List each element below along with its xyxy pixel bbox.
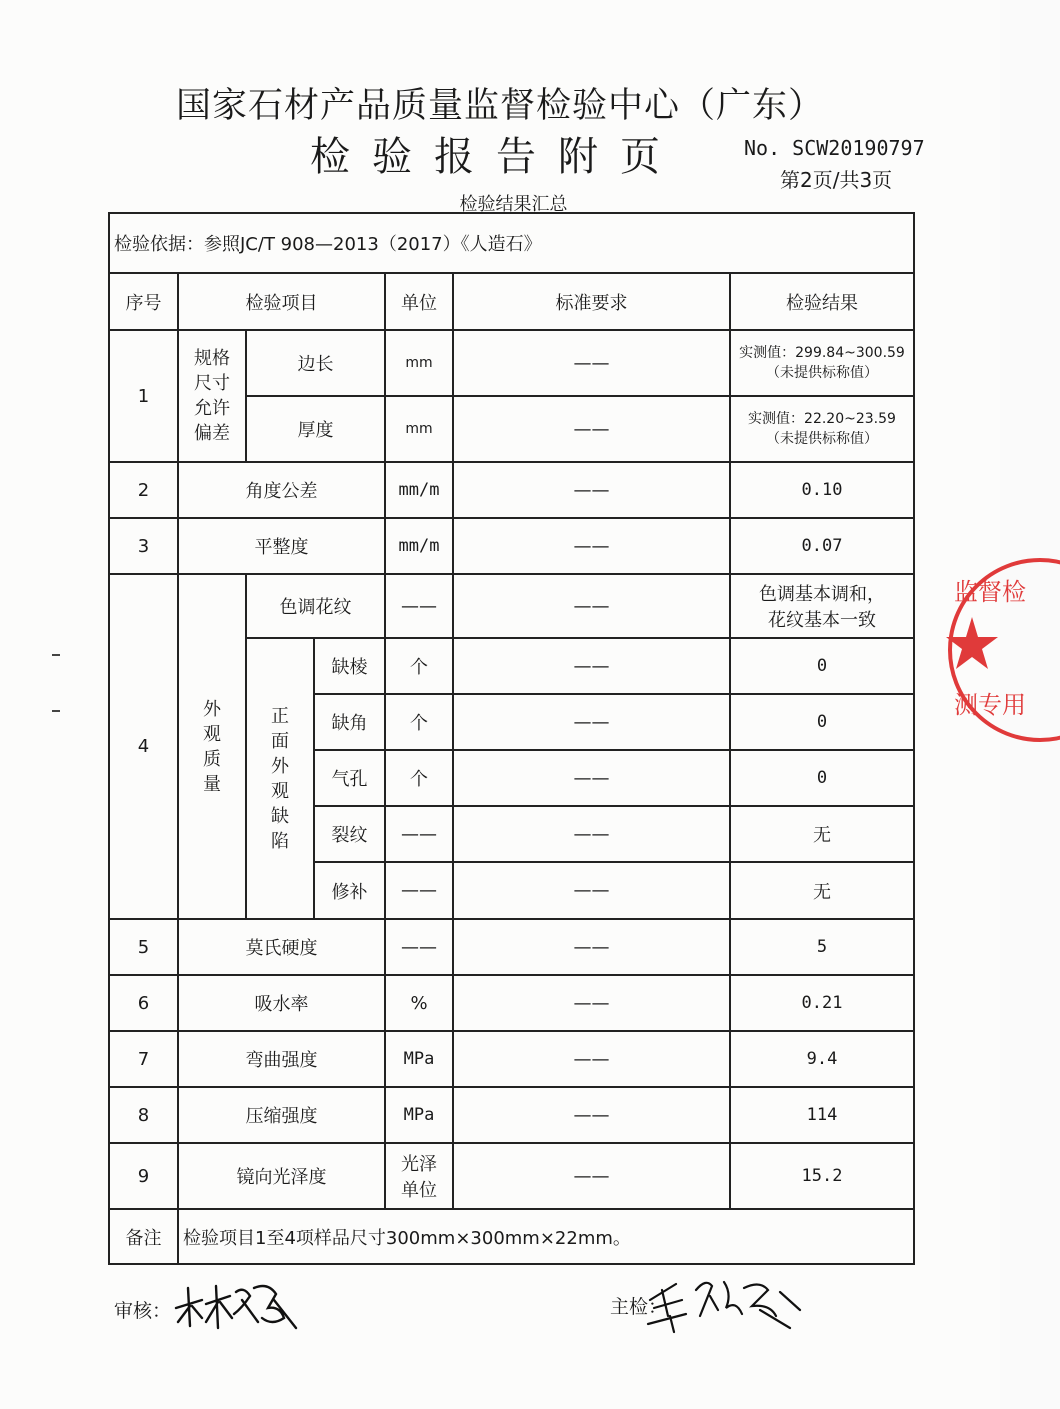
item-gloss: 镜向光泽度 — [178, 1143, 385, 1209]
table-row — [109, 518, 914, 574]
binding-mark — [52, 654, 60, 656]
doc-title: 检验报告附页 — [310, 134, 682, 180]
defect-std: —— — [453, 806, 730, 862]
item-angle: 角度公差 — [178, 462, 385, 518]
defect-std: —— — [453, 750, 730, 806]
defect-name: 缺角 — [314, 694, 385, 750]
result-edge: 实测值：299.84~300.59 （未提供标称值） — [730, 330, 914, 396]
unit-edge: mm — [385, 330, 453, 396]
defect-std: —— — [453, 638, 730, 694]
note-row — [109, 1209, 914, 1264]
test-basis: 检验依据：参照JC/T 908—2013（2017）《人造石》 — [109, 213, 914, 273]
group4-label: 外观质量 — [178, 574, 246, 919]
table-row — [109, 574, 914, 638]
seq-3: 3 — [109, 518, 178, 574]
unit-flexural: MPa — [385, 1031, 453, 1087]
std-thickness: —— — [453, 396, 730, 462]
item-thickness: 厚度 — [246, 396, 385, 462]
seq-7: 7 — [109, 1031, 178, 1087]
defect-unit: —— — [385, 862, 453, 919]
defect-result: 0 — [730, 638, 914, 694]
col-seq: 序号 — [109, 273, 178, 330]
item-flatness: 平整度 — [178, 518, 385, 574]
result-gloss: 15.2 — [730, 1143, 914, 1209]
std-compressive: —— — [453, 1087, 730, 1143]
report-number: No. SCW20190797 — [744, 136, 925, 160]
defect-result: 无 — [730, 862, 914, 919]
std-angle: —— — [453, 462, 730, 518]
org-title: 国家石材产品质量监督检验中心（广东） — [175, 86, 824, 126]
reviewer-label: 审核： — [114, 1300, 172, 1322]
table-row — [109, 462, 914, 518]
result-compressive: 114 — [730, 1087, 914, 1143]
table-row — [109, 330, 914, 396]
std-flexural: —— — [453, 1031, 730, 1087]
item-flexural: 弯曲强度 — [178, 1031, 385, 1087]
inspector-signature — [640, 1270, 810, 1340]
table-row — [109, 919, 914, 975]
defect-unit: 个 — [385, 694, 453, 750]
col-result: 检验结果 — [730, 273, 914, 330]
defect-name: 裂纹 — [314, 806, 385, 862]
binding-mark — [52, 710, 60, 712]
result-flatness: 0.07 — [730, 518, 914, 574]
std-gloss: —— — [453, 1143, 730, 1209]
unit-thickness: mm — [385, 396, 453, 462]
table-row — [109, 1031, 914, 1087]
header-row — [109, 273, 914, 330]
std-absorption: —— — [453, 975, 730, 1031]
seq-9: 9 — [109, 1143, 178, 1209]
col-unit: 单位 — [385, 273, 453, 330]
std-flatness: —— — [453, 518, 730, 574]
defect-label: 正面外观缺陷 — [246, 638, 314, 919]
reviewer-signature — [172, 1278, 302, 1330]
result-color: 色调基本调和， 花纹基本一致 — [730, 574, 914, 638]
defect-result: 无 — [730, 806, 914, 862]
defect-unit: —— — [385, 806, 453, 862]
std-hardness: —— — [453, 919, 730, 975]
defect-result: 0 — [730, 750, 914, 806]
note-text: 检验项目1至4项样品尺寸300mm×300mm×22mm。 — [178, 1209, 914, 1264]
item-color: 色调花纹 — [246, 574, 385, 638]
result-hardness: 5 — [730, 919, 914, 975]
seq-1: 1 — [109, 330, 178, 462]
item-compressive: 压缩强度 — [178, 1087, 385, 1143]
defect-name: 修补 — [314, 862, 385, 919]
std-edge: —— — [453, 330, 730, 396]
unit-hardness: —— — [385, 919, 453, 975]
official-stamp — [940, 555, 1060, 755]
seq-5: 5 — [109, 919, 178, 975]
group1-label: 规格尺寸允许偏差 — [178, 330, 246, 462]
result-thickness: 实测值：22.20~23.59 （未提供标称值） — [730, 396, 914, 462]
unit-gloss: 光泽 单位 — [385, 1143, 453, 1209]
note-label: 备注 — [109, 1209, 178, 1264]
seq-4: 4 — [109, 574, 178, 919]
inspector-label: 主检： — [610, 1296, 668, 1318]
defect-std: —— — [453, 694, 730, 750]
item-edge: 边长 — [246, 330, 385, 396]
defect-result: 0 — [730, 694, 914, 750]
std-color: —— — [453, 574, 730, 638]
result-angle: 0.10 — [730, 462, 914, 518]
defect-unit: 个 — [385, 638, 453, 694]
col-item: 检验项目 — [178, 273, 385, 330]
defect-std: —— — [453, 862, 730, 919]
basis-row — [109, 213, 914, 273]
item-hardness: 莫氏硬度 — [178, 919, 385, 975]
result-flexural: 9.4 — [730, 1031, 914, 1087]
result-absorption: 0.21 — [730, 975, 914, 1031]
seq-8: 8 — [109, 1087, 178, 1143]
defect-name: 缺棱 — [314, 638, 385, 694]
unit-absorption: % — [385, 975, 453, 1031]
unit-flatness: mm/m — [385, 518, 453, 574]
unit-compressive: MPa — [385, 1087, 453, 1143]
seq-6: 6 — [109, 975, 178, 1031]
results-table — [108, 212, 915, 1265]
seq-2: 2 — [109, 462, 178, 518]
table-row — [109, 1143, 914, 1209]
table-subtitle: 检验结果汇总 — [459, 194, 568, 215]
table-row — [109, 975, 914, 1031]
defect-name: 气孔 — [314, 750, 385, 806]
col-standard: 标准要求 — [453, 273, 730, 330]
table-row — [109, 1087, 914, 1143]
defect-unit: 个 — [385, 750, 453, 806]
page-info: 第2页/共3页 — [780, 168, 893, 192]
stamp-text-top: 监督检 — [954, 578, 1026, 606]
stamp-text-bottom: 测专用 — [954, 691, 1026, 719]
unit-angle: mm/m — [385, 462, 453, 518]
unit-color: —— — [385, 574, 453, 638]
item-absorption: 吸水率 — [178, 975, 385, 1031]
